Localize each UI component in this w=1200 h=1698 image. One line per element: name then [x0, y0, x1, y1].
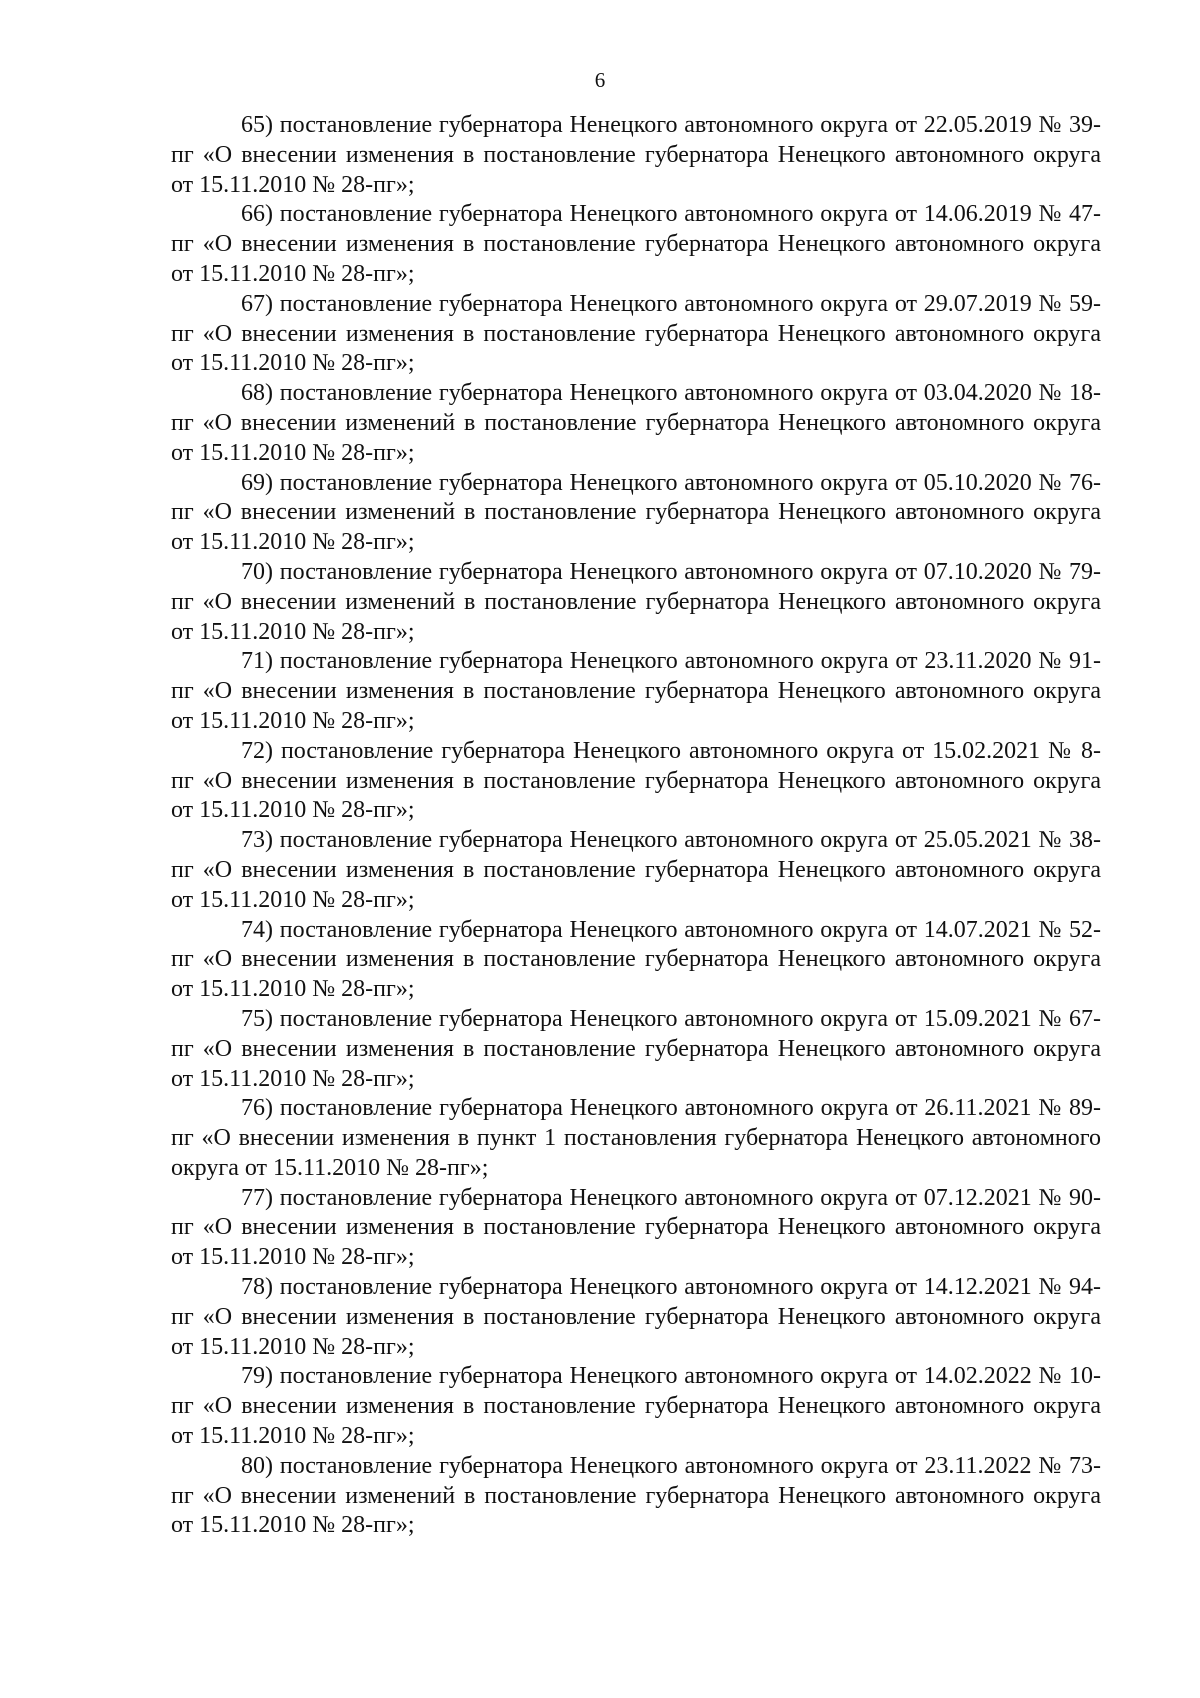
list-item: 73) постановление губернатора Ненецкого автономного округа от 25.05.2021 № 38-пг «О внесении изменения в постановление губернатора Ненецкого автономного округа от 15.11.2010 № 28-пг»; — [171, 827, 1101, 913]
list-item: 74) постановление губернатора Ненецкого автономного округа от 14.07.2021 № 52-пг «О внесении изменения в постановление губернатора Ненецкого автономного округа от 15.11.2010 № 28-пг»; — [171, 916, 1101, 1003]
list-item: 71) постановление губернатора Ненецкого автономного округа от 23.11.2020 № 91-пг «О внесении изменения в постановление губернатора Ненецкого автономного округа от 15.11.2010 № 28-пг»; — [171, 648, 1101, 734]
list-item: 67) постановление губернатора Ненецкого автономного округа от 29.07.2019 № 59-пг «О внесении изменения в постановление губернатора Ненецкого автономного округа от 15.11.2010 № 28-пг»; — [171, 290, 1101, 377]
page-number: 6 — [594, 68, 606, 92]
list-item: 80) постановление губернатора Ненецкого автономного округа от 23.11.2022 № 73-пг «О внесении изменений в постановление губернатора Ненецкого автономного округа от 15.11.2010 № 28-пг»; — [171, 1452, 1101, 1539]
list-item: 66) постановление губернатора Ненецкого автономного округа от 14.06.2019 № 47-пг «О внесении изменения в постановление губернатора Ненецкого автономного округа от 15.11.2010 № 28-пг»; — [171, 201, 1101, 287]
list-item: 76) постановление губернатора Ненецкого автономного округа от 26.11.2021 № 89-пг «О внесении изменения в пункт 1 постановления губернатора Ненецкого автономного округа от 15.11.2010 № 28-пг»; — [171, 1095, 1101, 1181]
list-item: 69) постановление губернатора Ненецкого автономного округа от 05.10.2020 № 76-пг «О внесении изменений в постановление губернатора Ненецкого автономного округа от 15.11.2010 № 28-пг»; — [171, 469, 1101, 556]
list-item: 70) постановление губернатора Ненецкого автономного округа от 07.10.2020 № 79-пг «О внесении изменений в постановление губернатора Ненецкого автономного округа от 15.11.2010 № 28-пг»; — [171, 558, 1101, 645]
list-item: 78) постановление губернатора Ненецкого автономного округа от 14.12.2021 № 94-пг «О внесении изменения в постановление губернатора Ненецкого автономного округа от 15.11.2010 № 28-пг»; — [171, 1274, 1101, 1360]
act-list — [171, 111, 1101, 1541]
list-item: 79) постановление губернатора Ненецкого автономного округа от 14.02.2022 № 10-пг «О внесении изменения в постановление губернатора Ненецкого автономного округа от 15.11.2010 № 28-пг»; — [171, 1363, 1101, 1450]
list-item: 65) постановление губернатора Ненецкого автономного округа от 22.05.2019 № 39-пг «О внесении изменения в постановление губернатора Ненецкого автономного округа от 15.11.2010 № 28-пг»; — [171, 112, 1101, 198]
list-item: 77) постановление губернатора Ненецкого автономного округа от 07.12.2021 № 90-пг «О внесении изменения в постановление губернатора Ненецкого автономного округа от 15.11.2010 № 28-пг»; — [171, 1184, 1101, 1271]
list-item: 72) постановление губернатора Ненецкого автономного округа от 15.02.2021 № 8-пг «О внесении изменения в постановление губернатора Ненецкого автономного округа от 15.11.2010 № 28-пг»; — [171, 737, 1101, 824]
list-item: 68) постановление губернатора Ненецкого автономного округа от 03.04.2020 № 18-пг «О внесении изменений в постановление губернатора Ненецкого автономного округа от 15.11.2010 № 28-пг»; — [171, 380, 1101, 466]
list-item: 75) постановление губернатора Ненецкого автономного округа от 15.09.2021 № 67-пг «О внесении изменения в постановление губернатора Ненецкого автономного округа от 15.11.2010 № 28-пг»; — [171, 1005, 1101, 1092]
